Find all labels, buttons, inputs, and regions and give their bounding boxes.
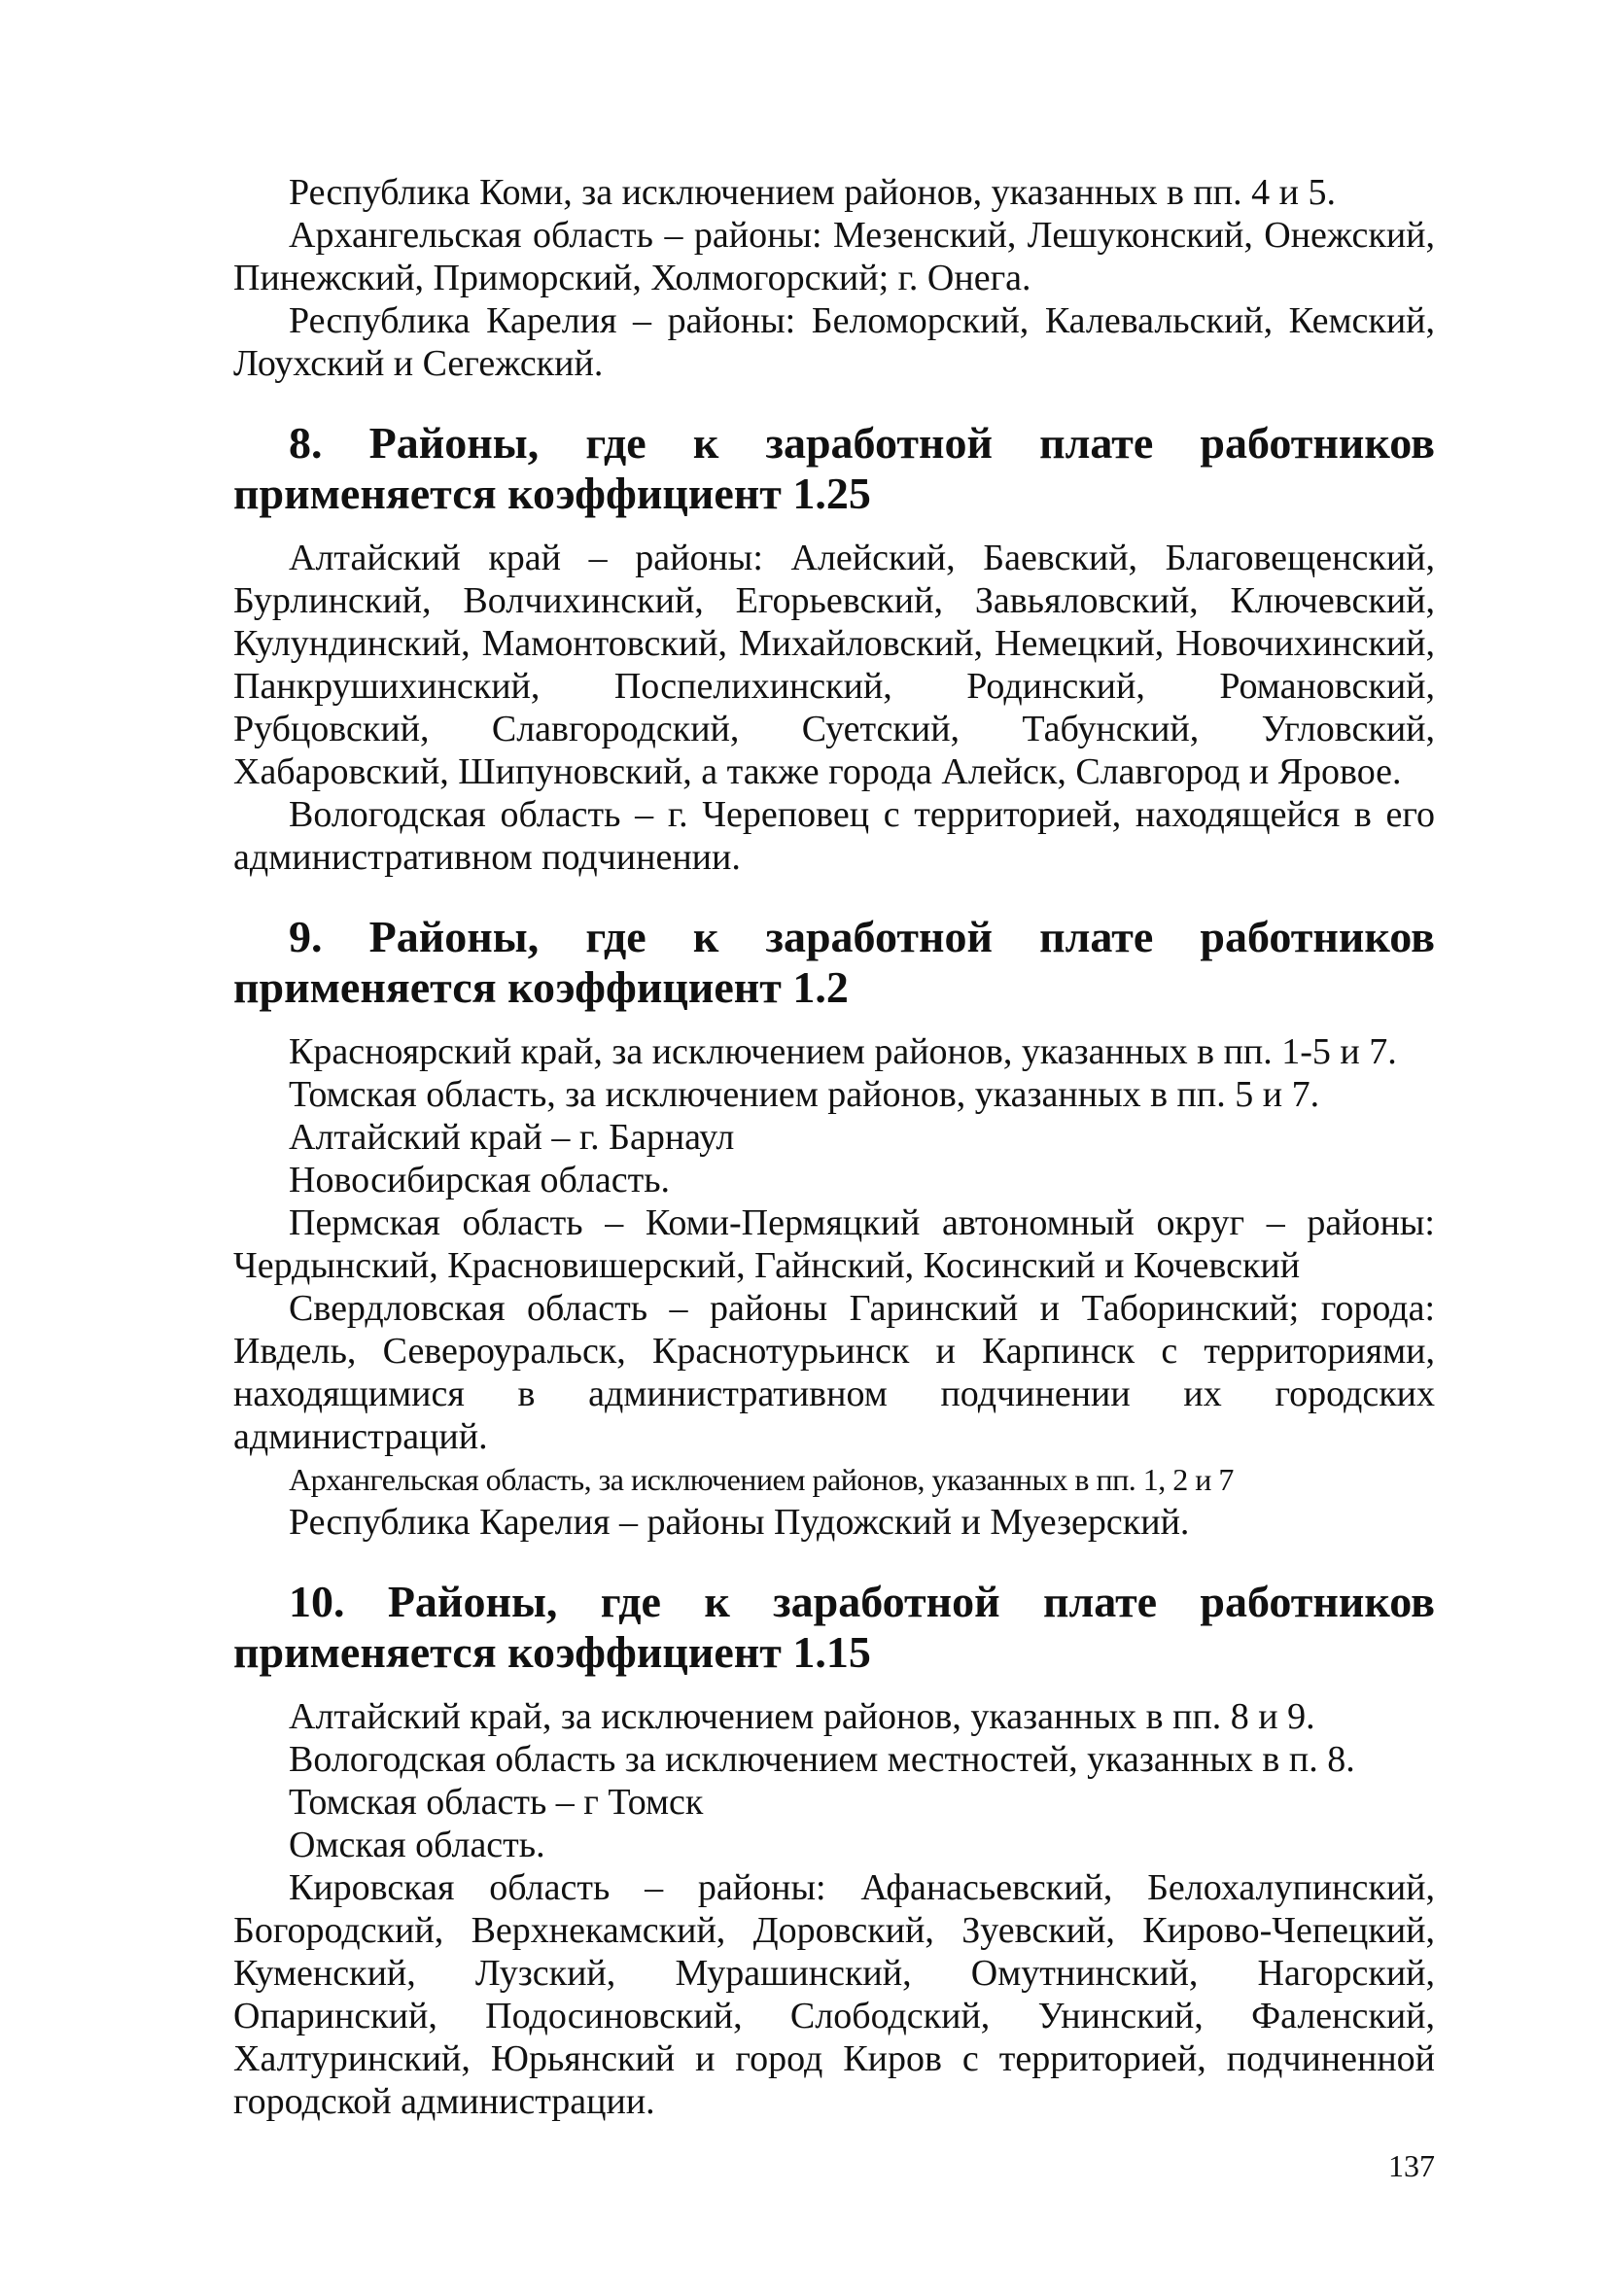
section-8-paragraph: Вологодская область – г. Череповец с территорией, находящейся в его административном подчинении. [233, 794, 1435, 878]
intro-paragraph: Республика Коми, за исключением районов, указанных в пп. 4 и 5. [289, 172, 1336, 213]
section-8-heading: 8. Районы, где к заработной плате работников применяется коэффициент 1.25 [233, 418, 1435, 518]
section-10-paragraph: Кировская область – районы: Афанасьевский, Белохалупинский, Богородский, Верхнекамский, Доровский, Зуевский, Кирово-Чепецкий, Куменский, Лузский, Мурашинский, Омутнинский, Нагорский, Опаринский, Подосиновский, Слободский, Унинский, Фаленский, Халтуринский, Юрьянский и город Киров с территорией, подчиненной городской администрации. [233, 1867, 1435, 2122]
section-9-paragraph: Свердловская область – районы Гаринский и Таборинский; города: Ивдель, Североуральск, Краснотурьинск и Карпинск с территориями, находящимися в административном подчинении их городских администраций. [233, 1288, 1435, 1457]
section-10-paragraph: Томская область – г Томск [289, 1782, 704, 1823]
section-9-paragraph: Архангельская область, за исключением районов, указанных в пп. 1, 2 и 7 [289, 1462, 1234, 1497]
section-10-paragraph: Алтайский край, за исключением районов, указанных в пп. 8 и 9. [289, 1696, 1315, 1737]
page-body [233, 171, 1435, 2123]
section-8-paragraph: Алтайский край – районы: Алейский, Баевский, Благовещенский, Бурлинский, Волчихинский, Егорьевский, Завьяловский, Ключевский, Кулундинский, Мамонтовский, Михайловский, Немецкий, Новочихинский, Панкрушихинский, Поспелихинский, Родинский, Романовский, Рубцовский, Славгородский, Суетский, Табунский, Угловский, Хабаровский, Шипуновский, а также города Алейск, Славгород и Яровое. [233, 538, 1435, 792]
section-10-paragraph: Омская область. [289, 1825, 545, 1865]
intro-paragraph: Республика Карелия – районы: Беломорский, Калевальский, Кемский, Лоухский и Сегежский. [233, 300, 1435, 384]
section-10-heading: 10. Районы, где к заработной плате работников применяется коэффициент 1.15 [233, 1577, 1435, 1677]
section-9-paragraph: Алтайский край – г. Барнаул [289, 1117, 735, 1158]
page-number: 137 [1388, 2148, 1435, 2183]
intro-paragraph: Архангельская область – районы: Мезенский, Лешуконский, Онежский, Пинежский, Приморский, Холмогорский; г. Онега. [233, 215, 1435, 298]
section-9-paragraph: Красноярский край, за исключением районов, указанных в пп. 1-5 и 7. [289, 1031, 1397, 1072]
section-9-paragraph: Пермская область – Коми-Пермяцкий автономный округ – районы: Чердынский, Красновишерский, Гайнский, Косинский и Кочевский [233, 1202, 1435, 1286]
section-9-paragraph: Томская область, за исключением районов, указанных в пп. 5 и 7. [289, 1074, 1320, 1115]
section-9-paragraph: Новосибирская область. [289, 1160, 671, 1200]
section-10-paragraph: Вологодская область за исключением местностей, указанных в п. 8. [289, 1739, 1355, 1780]
section-9-paragraph: Республика Карелия – районы Пудожский и Муезерский. [289, 1502, 1190, 1543]
section-9-heading: 9. Районы, где к заработной плате работников применяется коэффициент 1.2 [233, 912, 1435, 1012]
